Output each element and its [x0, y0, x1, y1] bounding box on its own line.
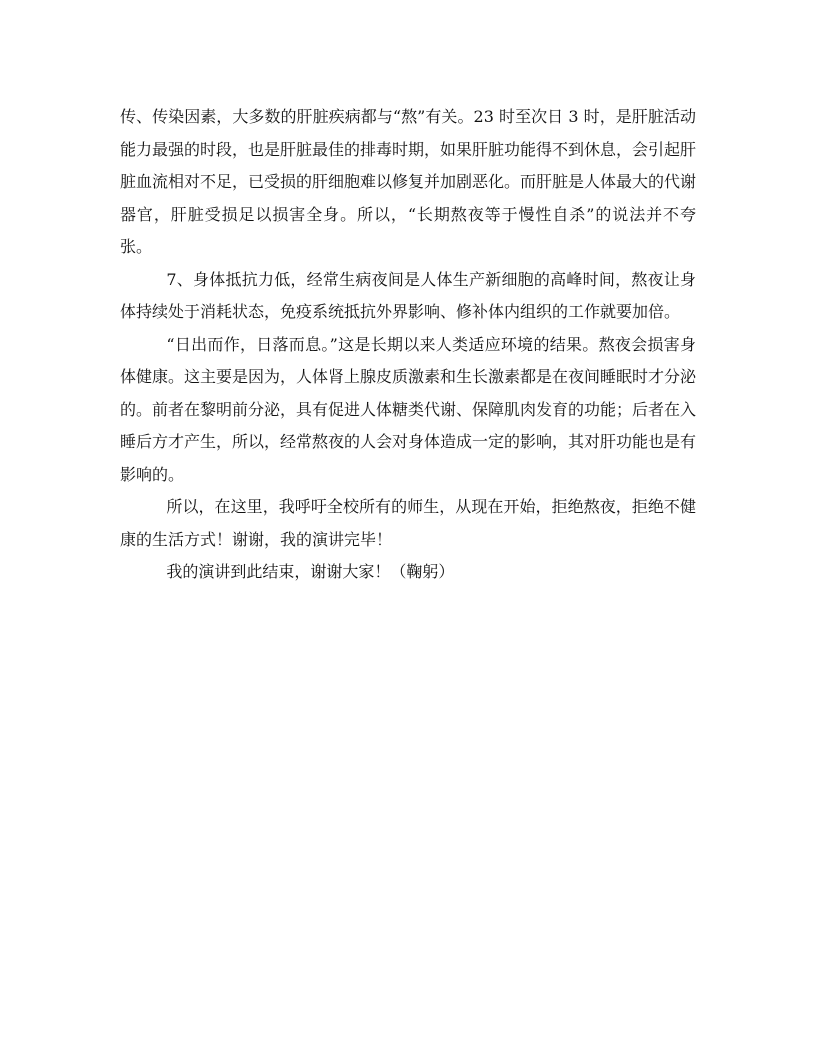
paragraph-closing: 我的演讲到此结束，谢谢大家！（鞠躬）	[166, 562, 455, 581]
document-body	[120, 101, 696, 589]
paragraph-immunity: 7、身体抵抗力低，经常生病夜间是人体生产新细胞的高峰时间，熬夜让身体持续处于消耗状态，免疫系统抵抗外界影响、修补体内组织的工作就要加倍。	[120, 269, 696, 321]
paragraph-liver-damage: 传、传染因素，大多数的肝脏疾病都与“熬”有关。23 时至次日 3 时，是肝脏活动能力最强的时段，也是肝脏最佳的排毒时期，如果肝脏功能得不到休息，会引起肝脏血流相对不足，已受损的肝细胞难以修复并加剧恶化。而肝脏是人体最大的代谢器官，肝脏受损足以损害全身。所以，“长期熬夜等于慢性自杀”的说法并不夸张。	[120, 107, 697, 256]
paragraph-appeal: 所以，在这里，我呼吁全校所有的师生，从现在开始，拒绝熬夜，拒绝不健康的生活方式！谢谢，我的演讲完毕！	[120, 497, 696, 549]
paragraph-hormones: “日出而作，日落而息。”这是长期以来人类适应环境的结果。熬夜会损害身体健康。这主要是因为，人体肾上腺皮质激素和生长激素都是在夜间睡眠时才分泌的。前者在黎明前分泌，具有促进人体糖类代谢、保障肌肉发育的功能；后者在入睡后方才产生，所以，经常熬夜的人会对身体造成一定的影响，其对肝功能也是有影响的。	[120, 334, 697, 484]
